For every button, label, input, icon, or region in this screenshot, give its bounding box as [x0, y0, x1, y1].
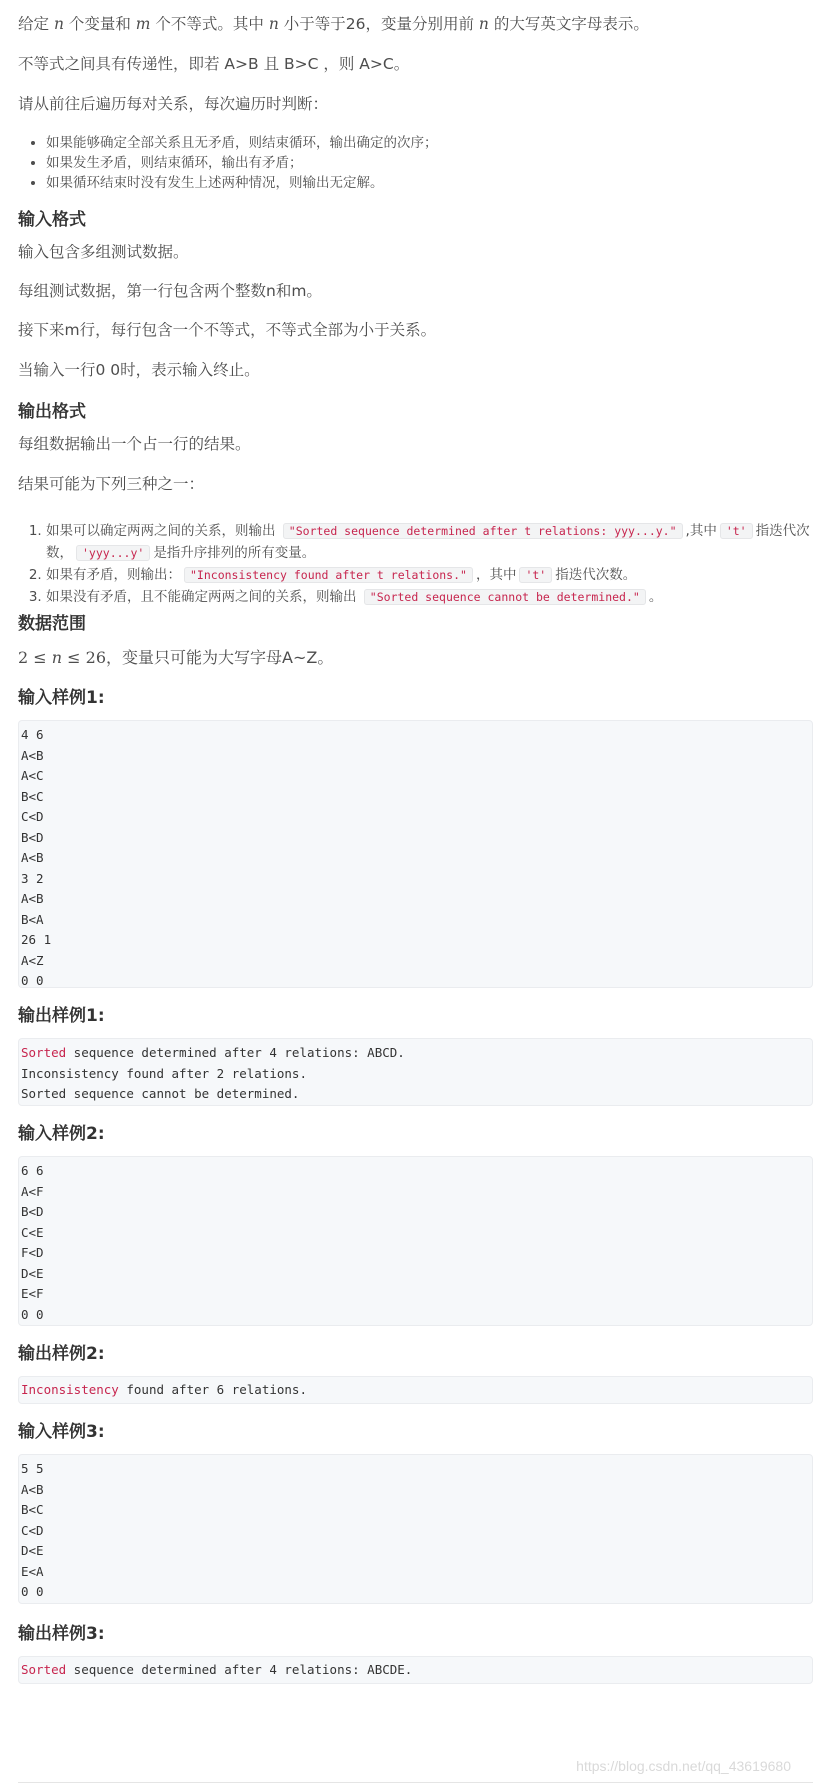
- sample-input-1: 4 6 A<B A<C B<C C<D B<D A<B 3 2 A<B B<A 26 1 A<Z 0 0: [18, 720, 813, 988]
- result-list: [18, 520, 816, 608]
- sample-output-2-heading: 输出样例2:: [18, 1344, 105, 1364]
- sample-input-3-heading: 输入样例3:: [18, 1422, 105, 1442]
- input-format-line: 当输入一行0 0时，表示输入终止。: [18, 361, 260, 379]
- range-heading: 数据范围: [18, 614, 86, 634]
- list-item: • 如果发生矛盾，则结束循环，输出有矛盾；: [46, 153, 438, 173]
- math-n: n: [268, 15, 279, 33]
- sample-output-3: Sorted sequence determined after 4 relations: ABCDE.: [18, 1656, 813, 1684]
- sample-input-1-heading: 输入样例1:: [18, 688, 105, 708]
- output-format-line: 每组数据输出一个占一行的结果。: [18, 435, 251, 453]
- math-n: n: [478, 15, 489, 33]
- sample-input-3: 5 5 A<B B<C C<D D<E E<A 0 0: [18, 1454, 813, 1604]
- output-format-heading: 输出格式: [18, 402, 86, 422]
- intro-line-3: 请从前往后遍历每对关系，每次遍历时判断：: [18, 95, 329, 113]
- math-n: n: [53, 15, 64, 33]
- divider: [18, 1782, 813, 1783]
- intro-line-2: 不等式之间具有传递性，即若 A>B 且 B>C ，则 A>C。: [18, 55, 410, 73]
- sample-input-2: 6 6 A<F B<D C<E F<D D<E E<F 0 0: [18, 1156, 813, 1326]
- list-item: • 如果能够确定全部关系且无矛盾，则结束循环，输出确定的次序；: [46, 133, 438, 153]
- inline-code: "Inconsistency found after t relations.": [184, 567, 473, 583]
- intro-line-1: 给定 n 个变量和 m 个不等式。其中 n 小于等于26，变量分别用前 n 的大写英文字母表示。: [18, 15, 649, 33]
- input-format-line: 接下来m行，每行包含一个不等式，不等式全部为小于关系。: [18, 321, 437, 339]
- input-format-heading: 输入格式: [18, 210, 86, 230]
- output-format-line: 结果可能为下列三种之一：: [18, 475, 205, 493]
- sample-output-1: Sorted sequence determined after 4 relations: ABCD. Inconsistency found after 2 relations. Sorted sequence cannot be determined.: [18, 1038, 813, 1106]
- inline-code: 'yyy...y': [76, 545, 150, 561]
- range-line: 2 ≤ n ≤ 26，变量只可能为大写字母A~Z。: [18, 648, 334, 667]
- input-format-line: 输入包含多组测试数据。: [18, 243, 189, 261]
- inline-code: "Sorted sequence determined after t relations: yyy...y.": [283, 523, 683, 539]
- inline-code: 't': [519, 567, 552, 583]
- sample-output-3-heading: 输出样例3:: [18, 1624, 105, 1644]
- list-item: • 如果循环结束时没有发生上述两种情况，则输出无定解。: [46, 173, 438, 193]
- sample-output-2: Inconsistency found after 6 relations.: [18, 1376, 813, 1404]
- rule-list: [18, 133, 438, 193]
- sample-input-2-heading: 输入样例2:: [18, 1124, 105, 1144]
- input-format-line: 每组测试数据，第一行包含两个整数n和m。: [18, 282, 322, 300]
- list-item: 1. 如果可以确定两两之间的关系，则输出 "Sorted sequence determined after t relations: yyy...y." ,其中 't' 指迭代次数， 'yyy...y' 是指升序排列的所有变量。: [46, 520, 816, 564]
- watermark: https://blog.csdn.net/qq_43619680: [576, 1758, 791, 1774]
- list-item: 2. 如果有矛盾，则输出： "Inconsistency found after t relations." ，其中 't' 指迭代次数。: [46, 564, 816, 586]
- list-item: 3. 如果没有矛盾，且不能确定两两之间的关系，则输出 "Sorted sequence cannot be determined." 。: [46, 586, 816, 608]
- math-m: m: [135, 15, 151, 33]
- inline-code: 't': [720, 523, 753, 539]
- inline-code: "Sorted sequence cannot be determined.": [364, 589, 646, 605]
- sample-output-1-heading: 输出样例1:: [18, 1006, 105, 1026]
